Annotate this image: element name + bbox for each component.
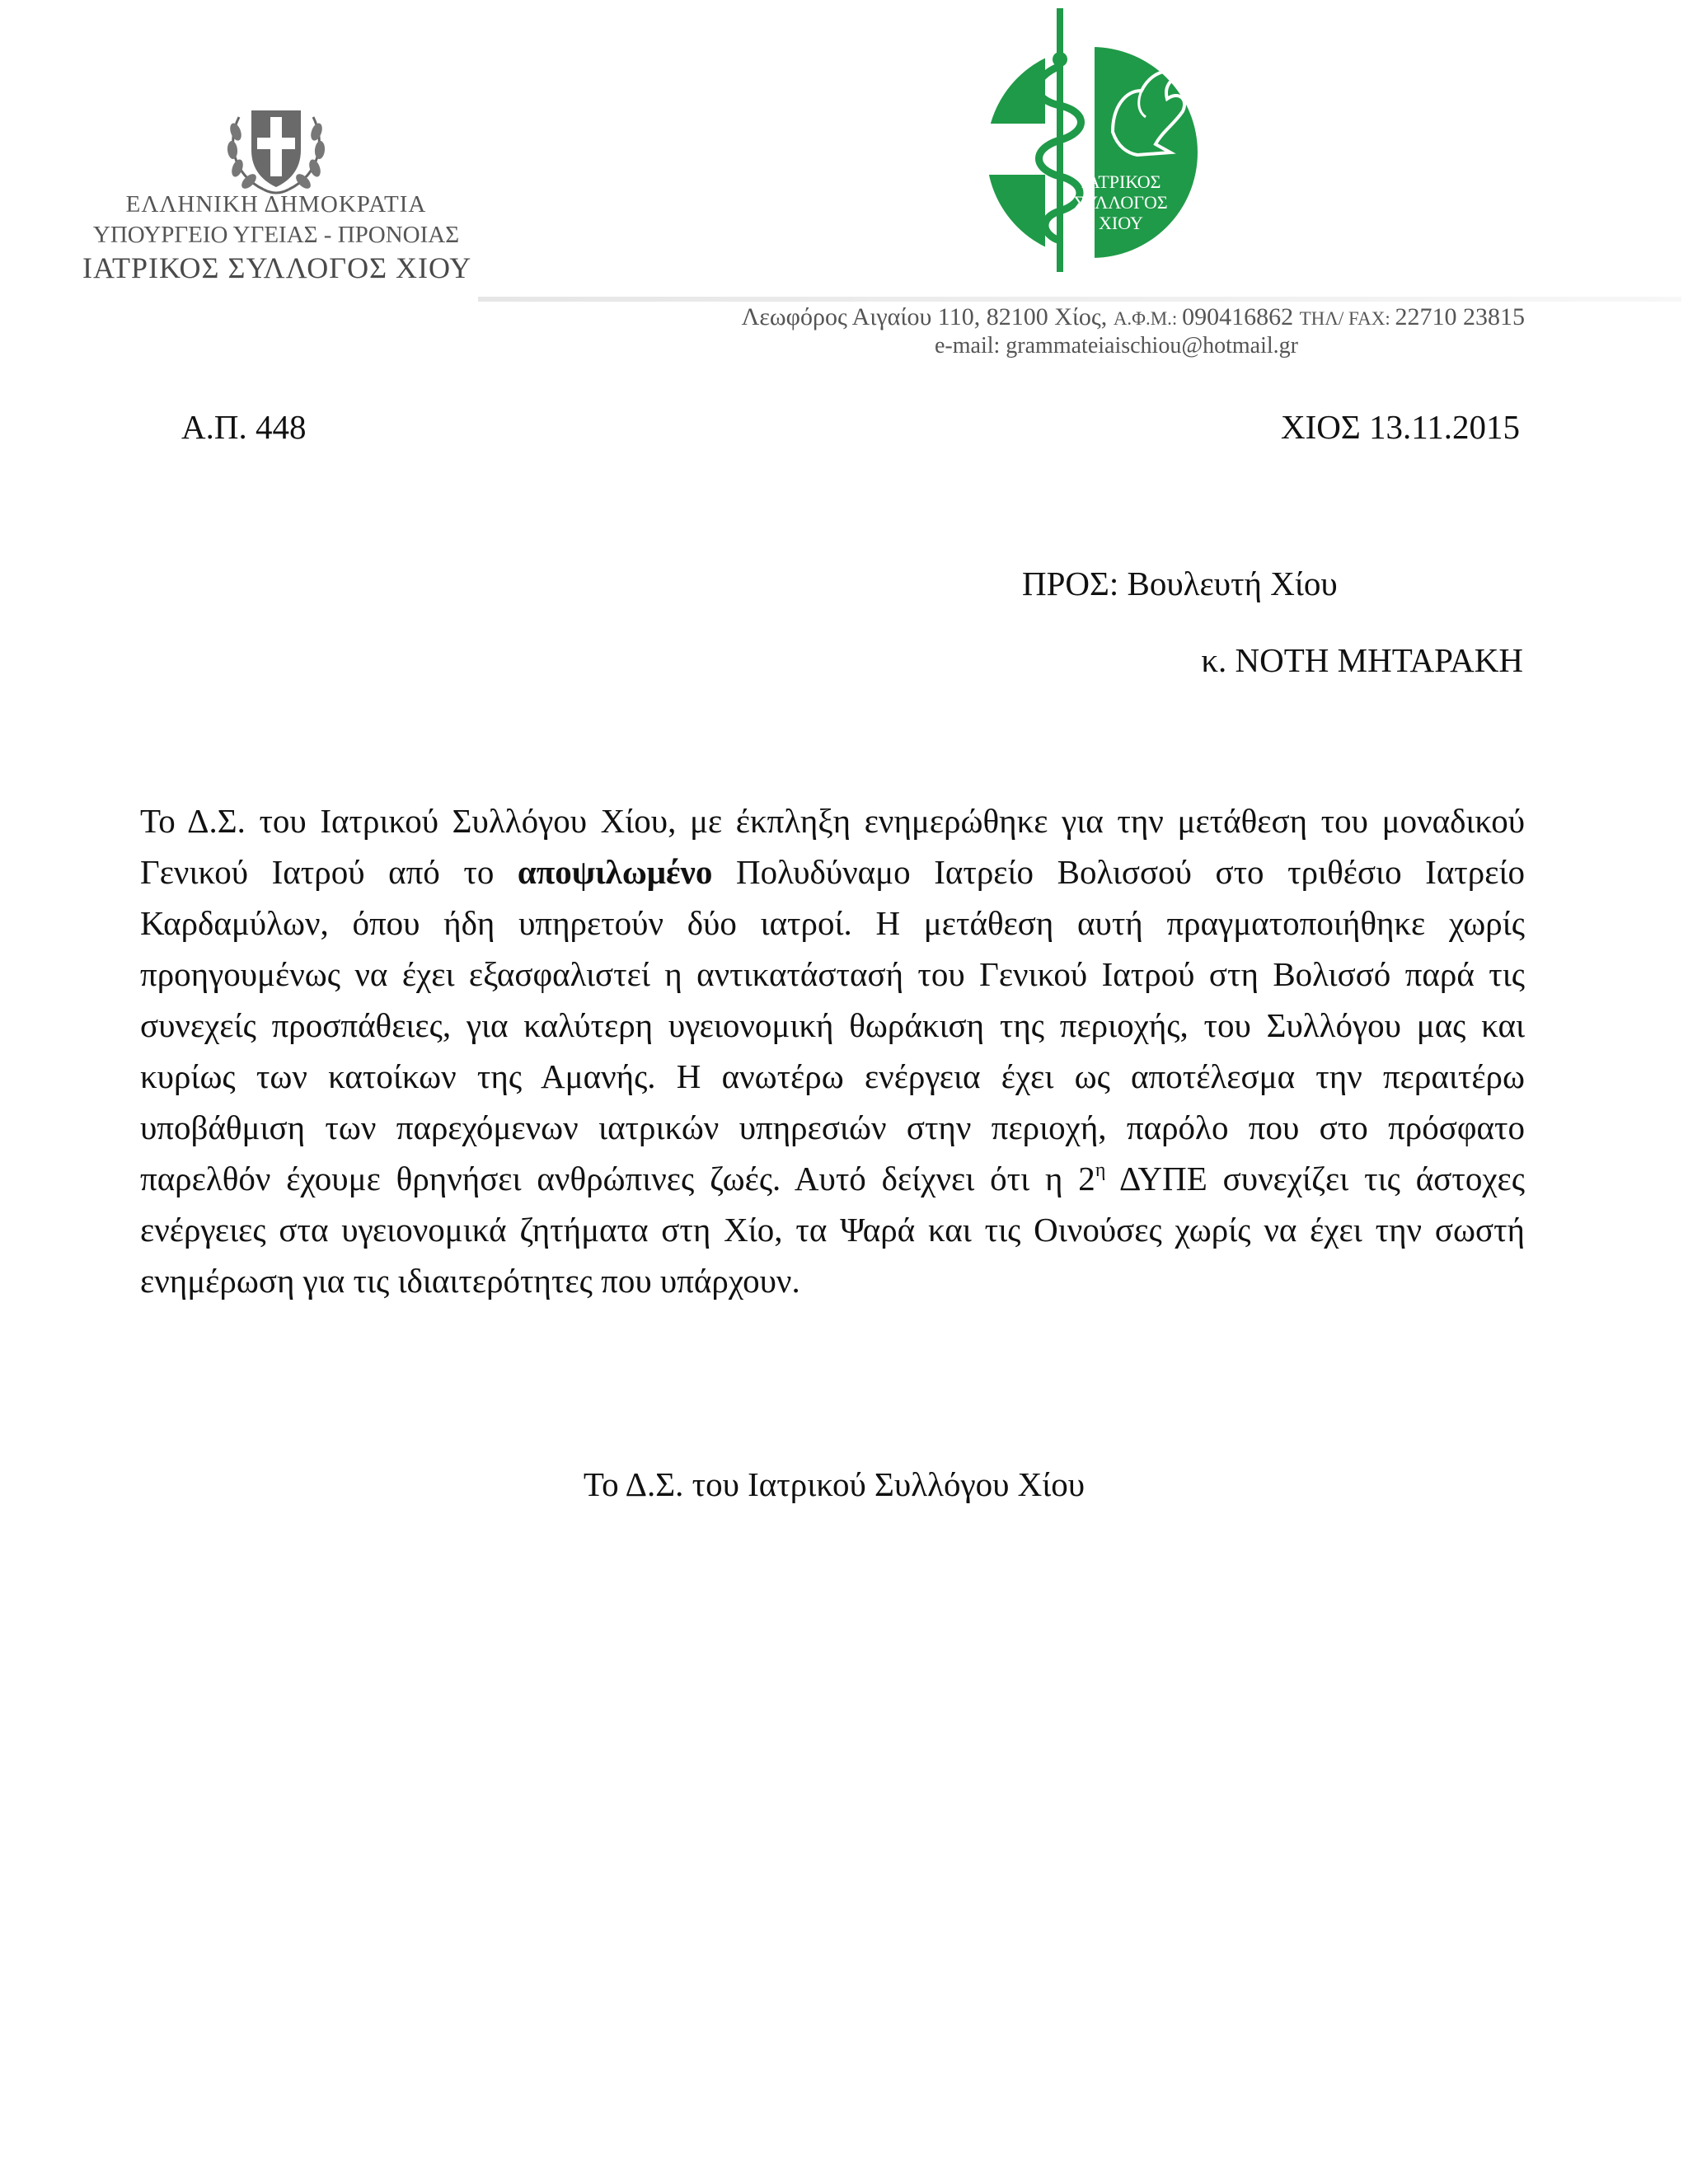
contact-address: Λεωφόρος Αιγαίου 110, 82100 Χίος, <box>741 303 1114 330</box>
recipient-name: κ. ΝΟΤΗ ΜΗΤΑΡΑΚΗ <box>1201 641 1523 679</box>
letterhead-organization <box>82 191 470 285</box>
logo-caption-line-1: ΙΑΤΡΙΚΟΣ <box>1081 171 1161 192</box>
letter-body <box>140 795 1525 1306</box>
body-text-part-3: ΔΥΠΕ συνεχίζει τις άστοχες ενέργειες στα υγειονομικά ζητήματα στη Χίο, τα Ψαρά και τις Οινούσες χωρίς να έχει την σωστή ενημέρωση για τις ιδιαιτερότητες που υπάρχουν. <box>140 1160 1525 1300</box>
org-line-republic: ΕΛΛΗΝΙΚΗ ΔΗΜΟΚΡΑΤΙΑ <box>125 191 427 218</box>
contact-phone-label: ΤΗΛ/ FAX: <box>1299 308 1395 329</box>
logo-caption-line-2: ΣΥΛΛΟΓΟΣ <box>1074 192 1168 213</box>
contact-afm-label: Α.Φ.Μ.: <box>1113 308 1183 329</box>
body-text-superscript: η <box>1095 1160 1106 1182</box>
contact-email: e-mail: grammateiaischiou@hotmail.gr <box>935 333 1298 359</box>
body-text-part-2: Πολυδύναμο Ιατρείο Βολισσού στο τριθέσιο Ιατρείο Καρδαμύλων, όπου ήδη υπηρετούν δύο ιατροί. Η μετάθεση αυτή πραγματοποιήθηκε χωρίς προηγουμένως να έχει εξασφαλιστεί η αντικατάστασή του Γενικού Ιατρού στη Βολισσό παρά τις συνεχείς προσπάθειες, για καλύτερη υγειονομική θωράκιση της περιοχής, του Συλλόγου μας και κυρίως των κατοίκων της Αμανής. Η ανωτέρω ενέργεια έχει ως αποτέλεσμα την περαιτέρω υποβάθμιση των παρεχόμενων ιατρικών υπηρεσιών στην περιοχή, παρόλο που στο πρόσφατο παρελθόν έχουμε θρηνήσει ανθρώπινες ζωές. Αυτό δείχνει ότι η 2 <box>140 853 1525 1197</box>
contact-phone: 22710 23815 <box>1395 303 1525 330</box>
letterhead-divider <box>478 297 1681 302</box>
org-line-association: ΙΑΤΡΙΚΟΣ ΣΥΛΛΟΓΟΣ ΧΙΟΥ <box>82 251 472 284</box>
contact-address-line <box>577 303 1525 331</box>
logo-caption-line-3: ΧΙΟΥ <box>1099 213 1143 233</box>
signature-line: Το Δ.Σ. του Ιατρικού Συλλόγου Χίου <box>583 1465 1085 1503</box>
hellenic-republic-crest-icon <box>223 92 330 199</box>
recipient-line: ΠΡΟΣ: Βουλευτή Χίου <box>1022 565 1338 602</box>
body-text-bold: αποψιλωμένο <box>517 853 713 891</box>
body-text-part-1: Το Δ.Σ. του Ιατρικού Συλλόγου Χίου, με έκπληξη ενημερώθηκε για την μετάθεση του μοναδικού Γενικού Ιατρού από το <box>140 802 1525 891</box>
letter-date: ΧΙΟΣ 13.11.2015 <box>1281 408 1520 446</box>
org-line-ministry: ΥΠΟΥΡΓΕΙΟ ΥΓΕΙΑΣ - ΠΡΟΝΟΙΑΣ <box>92 222 460 248</box>
protocol-number: Α.Π. 448 <box>181 408 307 446</box>
contact-afm: 090416862 <box>1182 303 1300 330</box>
logo-caption <box>1071 171 1170 233</box>
letterhead-contact <box>577 303 1525 359</box>
